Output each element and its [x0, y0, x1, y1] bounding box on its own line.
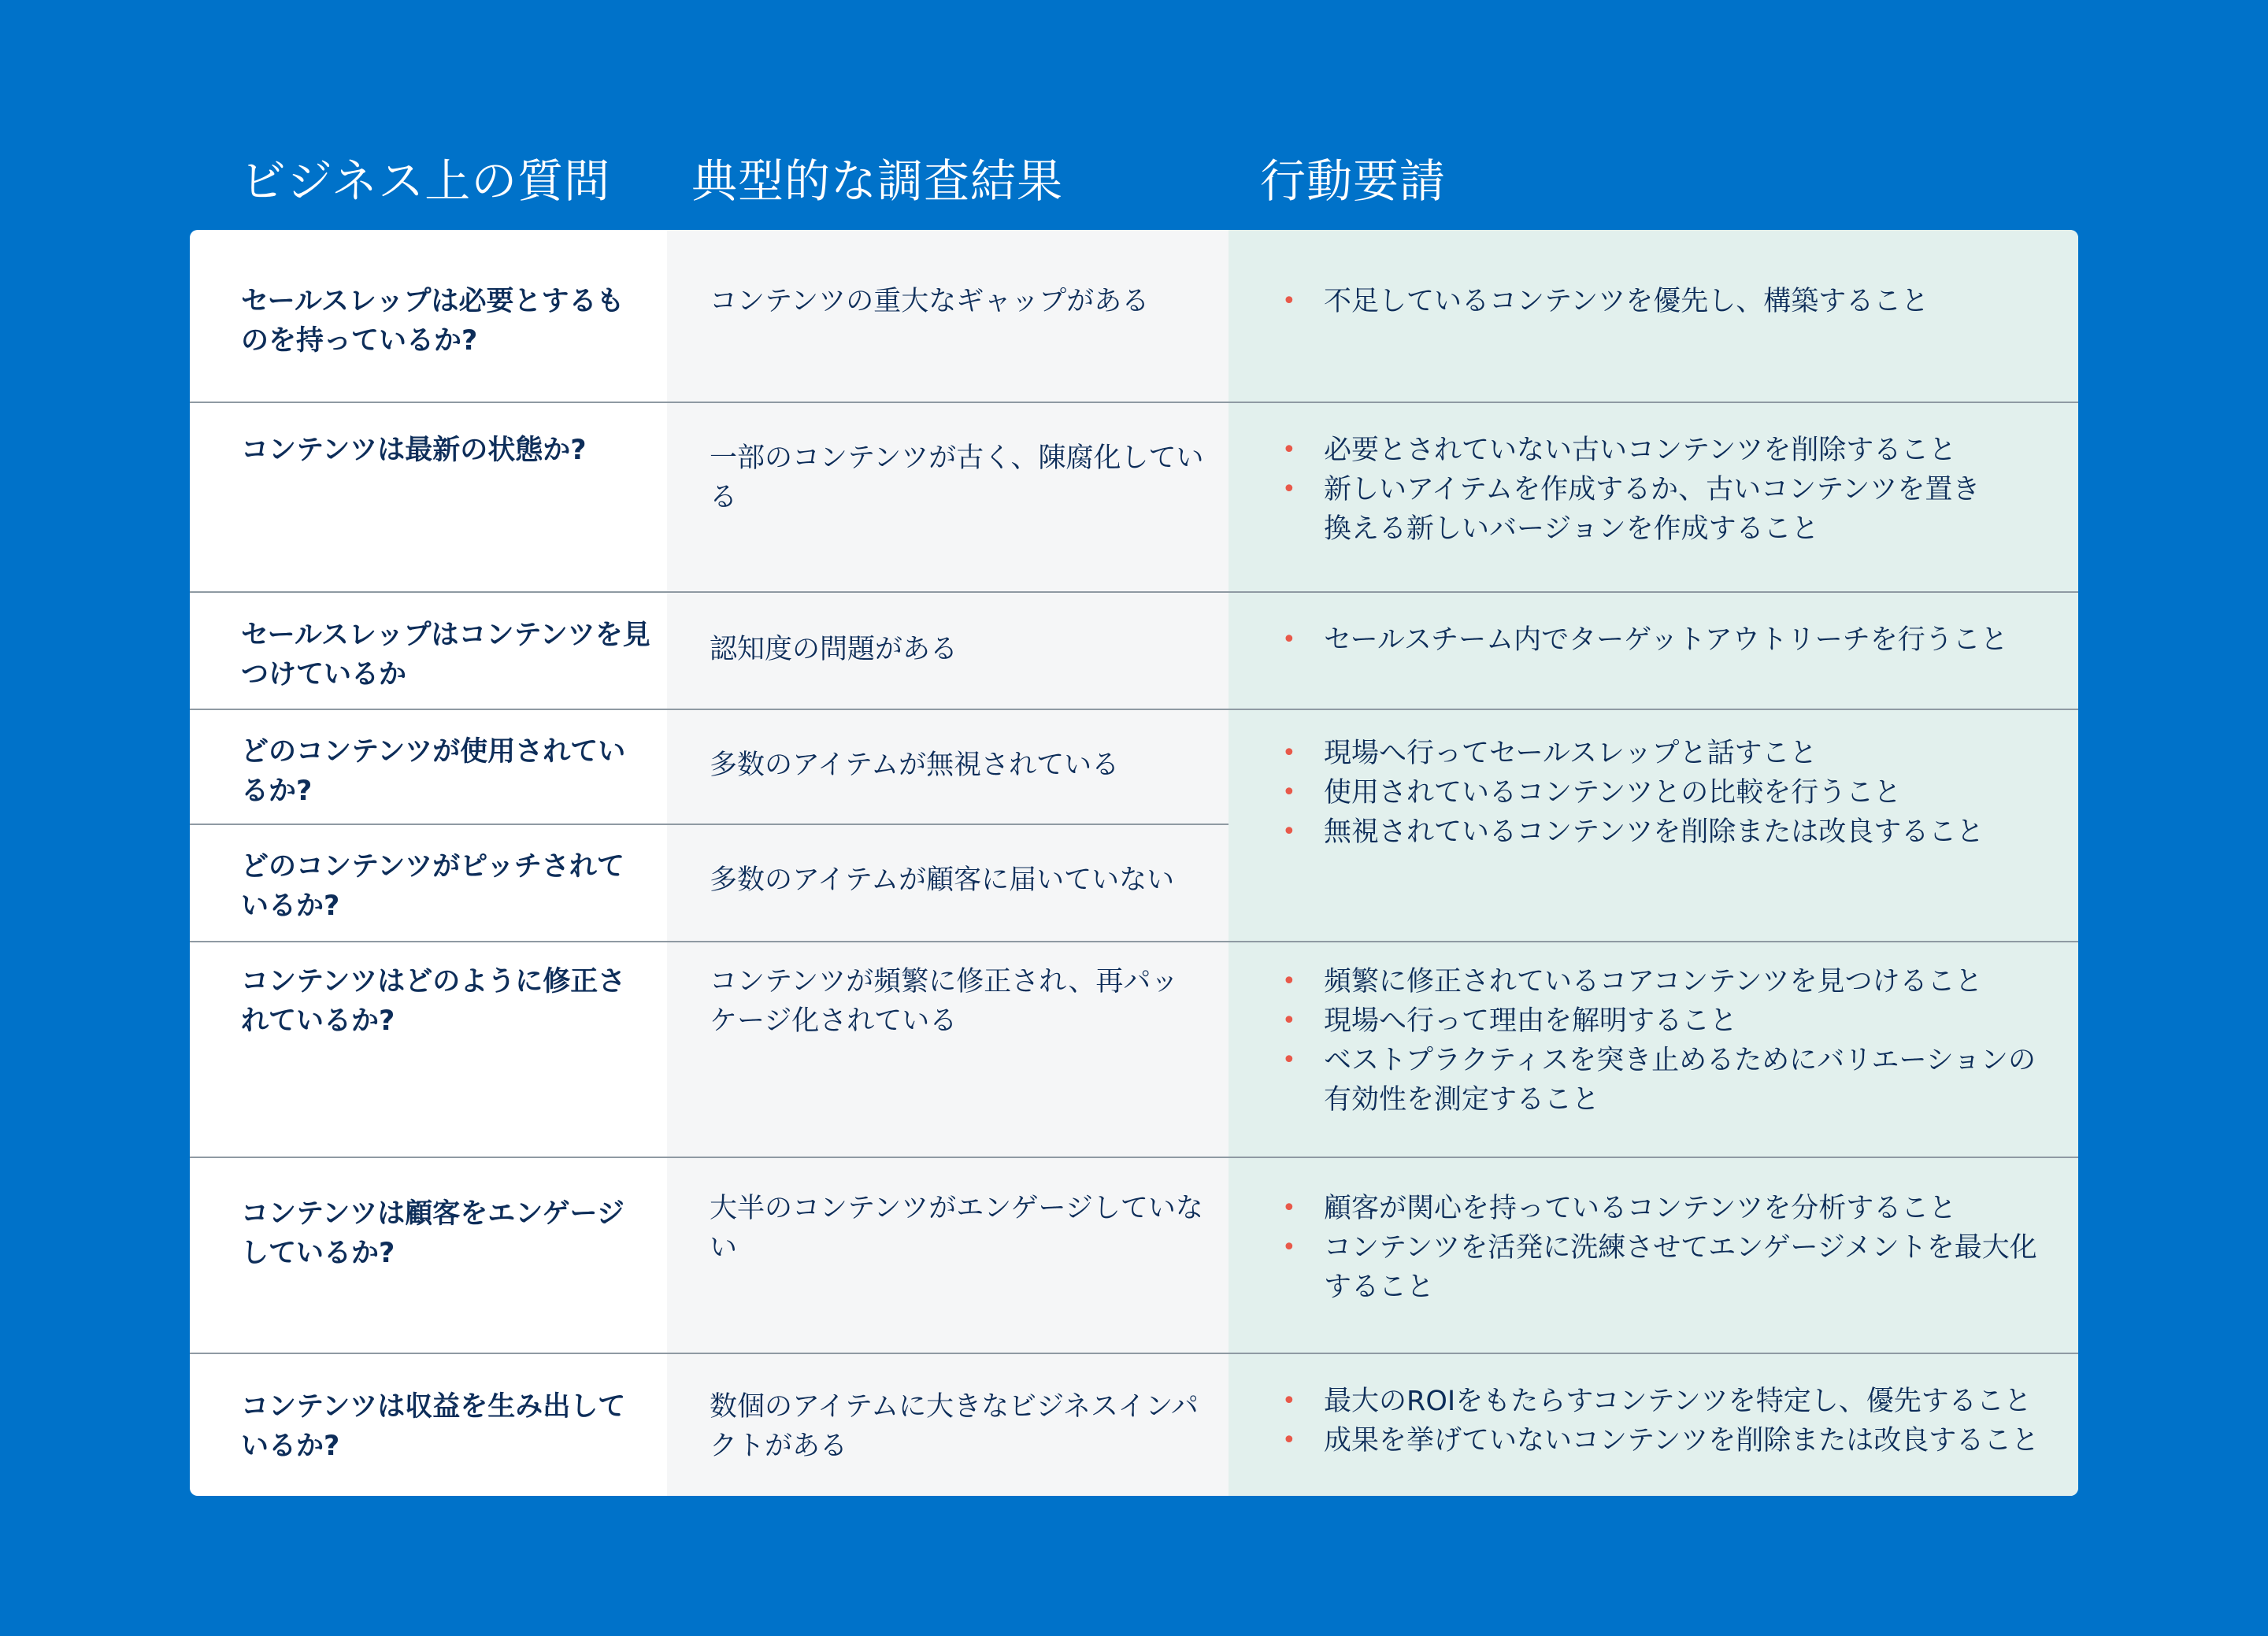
- row-divider: [190, 709, 2078, 710]
- finding-cell: 多数のアイテムが無視されている: [710, 750, 1120, 781]
- action-item: • 顧客が関心を持っているコンテンツを分析すること: [1280, 1189, 2060, 1228]
- action-item: • 不足しているコンテンツを優先し、構築すること: [1280, 282, 2060, 321]
- question-cell: コンテンツは最新の状態か?: [241, 435, 587, 466]
- content-table: [190, 230, 2078, 1496]
- action-item: • 使用されているコンテンツとの比較を行うこと: [1280, 773, 2060, 812]
- finding-cell: 数個のアイテムに大きなビジネスインパクトがある: [710, 1391, 1199, 1462]
- action-item: • ベストプラクティスを突き止めるためにバリエーションの有効性を測定すること: [1280, 1041, 2060, 1120]
- column-header-action: 行動要請: [1260, 154, 1447, 208]
- action-item: • 頻繁に修正されているコアコンテンツを見つけること: [1280, 962, 2060, 1001]
- question-cell: セールスレップは必要とするものを持っているか?: [241, 286, 624, 357]
- action-cell: [1280, 962, 2060, 1120]
- row-divider: [190, 591, 2078, 593]
- action-cell: [1280, 734, 2060, 852]
- question-cell: コンテンツは収益を生み出しているか?: [241, 1391, 626, 1462]
- action-cell: [1280, 431, 1989, 549]
- action-item: • 成果を挙げていないコンテンツを削除または改良すること: [1280, 1421, 2060, 1460]
- row-divider: [190, 824, 1228, 825]
- action-cell: [1280, 620, 2060, 660]
- question-cell: どのコンテンツが使用されているか?: [241, 736, 626, 807]
- action-cell: [1280, 1189, 2060, 1307]
- question-cell: コンテンツは顧客をエンゲージしているか?: [241, 1198, 624, 1269]
- column-header-finding: 典型的な調査結果: [691, 154, 1064, 208]
- action-cell: [1280, 282, 2060, 321]
- action-item: • 新しいアイテムを作成するか、古いコンテンツを置き換える新しいバージョンを作成すること: [1280, 470, 1989, 549]
- column-header-question: ビジネス上の質問: [240, 154, 611, 208]
- question-cell: どのコンテンツがピッチされているか?: [241, 851, 624, 922]
- row-divider: [190, 1353, 2078, 1354]
- finding-cell: コンテンツが頻繁に修正され、再パッケージ化されている: [710, 966, 1179, 1037]
- row-divider: [190, 941, 2078, 942]
- action-item: • コンテンツを活発に洗練させてエンゲージメントを最大化すること: [1280, 1228, 2060, 1307]
- row-divider: [190, 1157, 2078, 1158]
- finding-cell: 認知度の問題がある: [710, 634, 958, 665]
- row-divider: [190, 402, 2078, 403]
- finding-cell: 多数のアイテムが顧客に届いていない: [710, 864, 1175, 896]
- action-item: • 現場へ行ってセールスレップと話すこと: [1280, 734, 2060, 773]
- finding-cell: 大半のコンテンツがエンゲージしていない: [710, 1193, 1203, 1264]
- question-cell: コンテンツはどのように修正されているか?: [241, 966, 626, 1037]
- action-cell: [1280, 1382, 2060, 1460]
- action-item: • 無視されているコンテンツを削除または改良すること: [1280, 812, 2060, 852]
- action-item: • 必要とされていない古いコンテンツを削除すること: [1280, 431, 1989, 470]
- action-item: • セールスチーム内でターゲットアウトリーチを行うこと: [1280, 620, 2060, 660]
- action-item: • 最大のROIをもたらすコンテンツを特定し、優先すること: [1280, 1382, 2060, 1421]
- question-cell: セールスレップはコンテンツを見つけているか: [241, 620, 650, 690]
- finding-cell: 一部のコンテンツが古く、陳腐化している: [710, 442, 1204, 513]
- action-item: • 現場へ行って理由を解明すること: [1280, 1001, 2060, 1041]
- finding-cell: コンテンツの重大なギャップがある: [710, 286, 1150, 317]
